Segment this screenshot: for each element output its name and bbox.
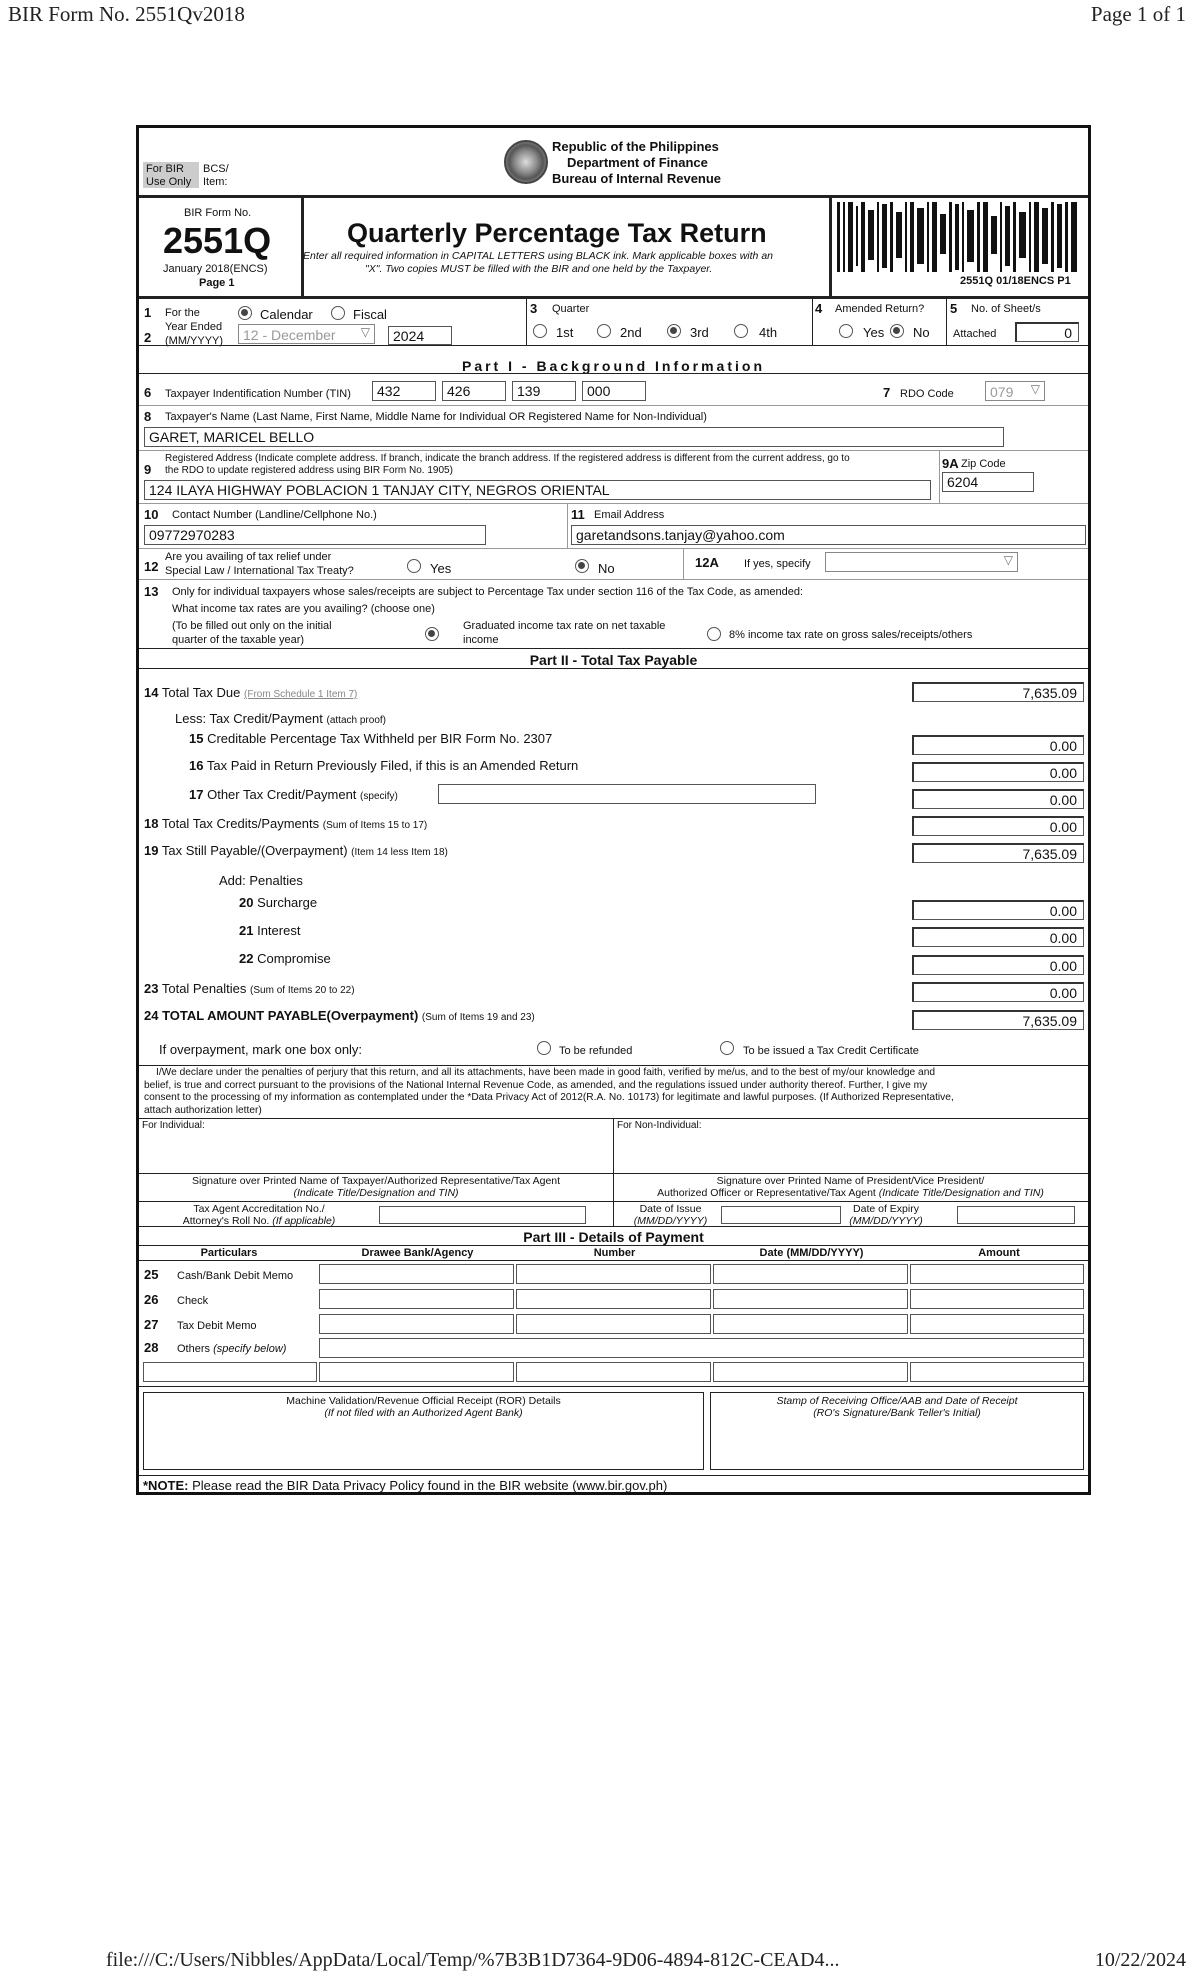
rule xyxy=(139,1260,1088,1261)
row25-number-input[interactable] xyxy=(516,1264,711,1284)
machine-validation-box xyxy=(143,1392,704,1470)
item20-label xyxy=(239,896,317,909)
row25-num: 25 xyxy=(144,1267,159,1282)
item23-label xyxy=(144,982,355,996)
item24-value[interactable]: 7,635.09 xyxy=(912,1010,1084,1030)
rule xyxy=(139,450,1088,451)
part2-title: Part II - Total Tax Payable xyxy=(529,652,698,668)
part1-title: Part I - Background Information xyxy=(461,358,765,374)
payment-table-header xyxy=(139,1246,1088,1260)
email-input[interactable]: garetandsons.tanjay@yahoo.com xyxy=(571,525,1086,545)
radio-fiscal[interactable] xyxy=(331,306,345,320)
th-date: Date (MM/DD/YYYY) xyxy=(759,1247,864,1259)
radio-amended-no[interactable] xyxy=(890,324,904,338)
row27-date-input[interactable] xyxy=(713,1314,908,1334)
item9a-num: 9A xyxy=(942,456,959,471)
amended-yes: Yes xyxy=(863,325,885,340)
item3-label: Quarter xyxy=(552,303,590,315)
row25-amount-input[interactable] xyxy=(910,1264,1084,1284)
radio-to-be-refunded[interactable] xyxy=(537,1041,551,1055)
for-bir-l1: For BIR xyxy=(146,163,184,175)
row26-number-input[interactable] xyxy=(516,1289,711,1309)
rule xyxy=(139,373,1088,374)
row26-label: Check xyxy=(177,1295,209,1307)
item18-text: Total Tax Credits/Payments xyxy=(161,816,320,831)
item10-num: 10 xyxy=(144,507,159,522)
item2-label1: Year Ended xyxy=(165,321,223,333)
rule xyxy=(829,196,832,296)
signature-individual-caption xyxy=(139,1175,613,1199)
item5-num: 5 xyxy=(950,301,958,316)
rule xyxy=(139,1475,1088,1476)
validation-right-line1: Stamp of Receiving Office/AAB and Date of Receipt xyxy=(776,1395,1018,1407)
radio-8pct-rate[interactable] xyxy=(707,627,721,641)
validation-left-line1: Machine Validation/Revenue Official Receipt (ROR) Details xyxy=(286,1395,561,1407)
item12a-label: If yes, specify xyxy=(744,558,811,570)
row26-bank-input[interactable] xyxy=(319,1289,514,1309)
rule xyxy=(139,668,1088,669)
form-frame xyxy=(136,125,1091,1495)
radio-relief-yes[interactable] xyxy=(407,559,421,573)
item21-text: Interest xyxy=(257,923,301,938)
item13-question: What income tax rates are you availing? (choose one) xyxy=(172,603,435,615)
item21-value[interactable]: 0.00 xyxy=(912,927,1084,947)
item23-text: Total Penalties xyxy=(161,981,247,996)
form-instructions-1: Enter all required information in CAPITAL LETTERS using BLACK ink. Mark applicable boxes with an xyxy=(303,250,773,262)
item22-text: Compromise xyxy=(257,951,331,966)
page-header-page: Page 1 of 1 xyxy=(1090,2,1186,26)
row28-number-input[interactable] xyxy=(516,1362,711,1382)
item9-label2: the RDO to update registered address using BIR Form No. 1905) xyxy=(165,465,453,476)
less-label xyxy=(175,712,386,726)
agency-line1: Republic of the Philippines xyxy=(552,139,719,154)
part3-title: Part III - Details of Payment xyxy=(523,1229,704,1245)
accr-line1: Tax Agent Accreditation No./ xyxy=(193,1203,325,1215)
item5-label2: Attached xyxy=(953,328,997,340)
form-label: BIR Form No. xyxy=(184,207,252,219)
radio-tax-credit-certificate[interactable] xyxy=(720,1041,734,1055)
graduated-label2: income xyxy=(463,634,499,646)
agency-line3: Bureau of Internal Revenue xyxy=(552,171,722,186)
item12-label2: Special Law / International Tax Treaty? xyxy=(165,565,354,577)
item24-label xyxy=(144,1009,535,1023)
for-bir-l2: Use Only xyxy=(146,176,192,188)
rule xyxy=(139,1386,1088,1387)
rule xyxy=(301,196,304,296)
item11-label: Email Address xyxy=(594,509,665,521)
zip-code-input[interactable]: 6204 xyxy=(942,472,1034,492)
declaration-l1: I/We declare under the penalties of perjury that this return, and all its attachments, have been made in good faith, verified by me/us, and to the best of my/our knowledge and xyxy=(156,1067,936,1078)
item17-note: (specify) xyxy=(360,791,398,802)
rule xyxy=(139,195,1088,198)
rule xyxy=(812,298,813,345)
accr-line2a: Attorney's Roll No. xyxy=(182,1215,270,1227)
page-footer-path: file:///C:/Users/Nibbles/AppData/Local/Temp/%7B3B1D7364-9D06-4894-812C-CEAD4... xyxy=(106,1949,840,1971)
item4-label: Amended Return? xyxy=(835,303,925,315)
item16-num: 16 xyxy=(189,758,204,773)
contact-number-input[interactable]: 09772970283 xyxy=(144,525,486,545)
taxpayer-name-input[interactable]: GARET, MARICEL BELLO xyxy=(144,427,1004,447)
item17-specify-input[interactable] xyxy=(438,784,816,804)
radio-relief-no[interactable] xyxy=(575,559,589,573)
item6-num: 6 xyxy=(144,385,152,400)
agency-line2: Department of Finance xyxy=(567,155,708,170)
item7-label: RDO Code xyxy=(900,388,954,400)
item9-label1: Registered Address (Indicate complete address. If branch, indicate the branch address. If the registered address is different from the current address, go to xyxy=(165,453,850,464)
row28-particulars-input[interactable] xyxy=(143,1362,317,1382)
registered-address-input[interactable]: 124 ILAYA HIGHWAY POBLACION 1 TANJAY CITY, NEGROS ORIENTAL xyxy=(144,480,931,500)
for-bir-l3: BCS/ xyxy=(203,163,229,175)
expiry-line2: (MM/DD/YYYY) xyxy=(849,1215,923,1227)
item12a-num: 12A xyxy=(695,555,719,570)
row28-bank-input[interactable] xyxy=(319,1362,514,1382)
privacy-note-bold: *NOTE: xyxy=(143,1478,189,1493)
row27-label: Tax Debit Memo xyxy=(177,1320,257,1332)
item13-label: Only for individual taxpayers whose sales/receipts are subject to Percentage Tax under section 116 of the Tax Code, as amended: xyxy=(172,586,804,598)
declaration xyxy=(144,1067,1084,1117)
form-page: Page 1 xyxy=(199,277,235,289)
rule xyxy=(139,1201,1088,1202)
overpayment-label: If overpayment, mark one box only: xyxy=(159,1042,363,1057)
item19-label xyxy=(144,844,448,858)
item13-note1: (To be filled out only on the initial xyxy=(172,620,332,632)
stamp-box xyxy=(710,1392,1084,1470)
date-expiry-label xyxy=(841,1203,931,1227)
item2-label2: (MM/YYYY) xyxy=(165,335,224,347)
item23-note: (Sum of Items 20 to 22) xyxy=(250,985,355,996)
row27-number-input[interactable] xyxy=(516,1314,711,1334)
tin-part1[interactable]: 432 xyxy=(372,381,436,401)
row26-date-input[interactable] xyxy=(713,1289,908,1309)
chevron-down-icon: ▽ xyxy=(1030,382,1040,396)
calendar-label: Calendar xyxy=(260,307,313,322)
tin-part3[interactable]: 139 xyxy=(512,381,576,401)
sig-ind-line2: (Indicate Title/Designation and TIN) xyxy=(293,1187,459,1199)
declaration-l2: belief, is true and correct pursuant to the provisions of the National Internal Revenue Code, as amended, and the regulations issued under authority thereof. Further, I give my xyxy=(144,1079,928,1091)
item21-label xyxy=(239,924,300,937)
rule xyxy=(683,549,684,579)
barcode xyxy=(835,200,1081,274)
sig-non-line2b: (Indicate Title/Designation and TIN) xyxy=(878,1187,1044,1199)
item9a-label: Zip Code xyxy=(961,458,1006,470)
row27-bank-input[interactable] xyxy=(319,1314,514,1334)
rule xyxy=(139,579,1088,580)
item15-num: 15 xyxy=(189,731,204,746)
page-header-form: BIR Form No. 2551Qv2018 xyxy=(8,2,245,26)
radio-quarter-4th[interactable] xyxy=(734,324,748,338)
row25-date-input[interactable] xyxy=(713,1264,908,1284)
item18-num: 18 xyxy=(144,816,159,831)
item1-label: For the xyxy=(165,307,200,319)
item6-label: Taxpayer Indentification Number (TIN) xyxy=(165,388,351,400)
row26-amount-input[interactable] xyxy=(910,1289,1084,1309)
quarter-1st: 1st xyxy=(556,325,574,340)
item3-num: 3 xyxy=(530,301,538,316)
relief-yes: Yes xyxy=(430,561,452,576)
row27-amount-input[interactable] xyxy=(910,1314,1084,1334)
graduated-label1: Graduated income tax rate on net taxable xyxy=(463,620,666,632)
radio-calendar[interactable] xyxy=(238,306,252,320)
year-input[interactable]: 2024 xyxy=(388,326,452,345)
row28-text: Others xyxy=(177,1343,211,1355)
item18-label xyxy=(144,817,427,831)
expiry-line1: Date of Expiry xyxy=(853,1203,919,1215)
item10-label: Contact Number (Landline/Cellphone No.) xyxy=(172,509,377,521)
chevron-down-icon: ▽ xyxy=(1003,553,1013,567)
item19-text: Tax Still Payable/(Overpayment) xyxy=(161,843,348,858)
radio-amended-yes[interactable] xyxy=(839,324,853,338)
item15-text: Creditable Percentage Tax Withheld per BIR Form No. 2307 xyxy=(207,731,553,746)
item5-label1: No. of Sheet/s xyxy=(971,303,1041,315)
item15-value[interactable]: 0.00 xyxy=(912,735,1084,755)
th-number: Number xyxy=(593,1247,636,1259)
radio-quarter-2nd[interactable] xyxy=(597,324,611,338)
item2-num: 2 xyxy=(144,330,152,345)
accreditation-input[interactable] xyxy=(379,1206,586,1224)
less-text: Less: Tax Credit/Payment xyxy=(175,711,323,726)
rdo-code-select[interactable] xyxy=(985,381,1045,401)
sheets-attached-input[interactable]: 0 xyxy=(1015,322,1079,342)
item19-note: (Item 14 less Item 18) xyxy=(351,847,448,858)
item17-label xyxy=(189,788,398,802)
quarter-4th: 4th xyxy=(759,325,778,340)
item7-num: 7 xyxy=(883,385,891,400)
rule xyxy=(139,548,1088,549)
item16-label xyxy=(189,759,578,772)
less-note: (attach proof) xyxy=(326,715,386,726)
form-version: January 2018(ENCS) xyxy=(163,263,268,275)
rule xyxy=(939,451,940,503)
item24-text: TOTAL AMOUNT PAYABLE(Overpayment) xyxy=(162,1008,419,1023)
tax-credit-certificate-label: To be issued a Tax Credit Certificate xyxy=(743,1045,919,1057)
row28-date-input[interactable] xyxy=(713,1362,908,1382)
item22-num: 22 xyxy=(239,951,254,966)
item14-label xyxy=(144,686,357,700)
date-issue-input[interactable] xyxy=(721,1206,841,1224)
for-individual-label: For Individual: xyxy=(142,1120,205,1131)
rule xyxy=(139,1065,1088,1066)
item4-num: 4 xyxy=(815,301,823,316)
validation-right-line2: (RO's Signature/Bank Teller's Initial) xyxy=(813,1407,981,1419)
item20-value[interactable]: 0.00 xyxy=(912,900,1084,920)
item20-text: Surcharge xyxy=(257,895,318,910)
radio-quarter-3rd[interactable] xyxy=(667,324,681,338)
item19-num: 19 xyxy=(144,843,159,858)
form-instructions-2: "X". Two copies MUST be filled with the BIR and one held by the Taxpayer. xyxy=(365,263,713,275)
item17-value[interactable]: 0.00 xyxy=(912,789,1084,809)
relief-specify-select[interactable] xyxy=(825,552,1018,572)
rule xyxy=(139,405,1088,406)
th-particulars: Particulars xyxy=(200,1247,258,1259)
quarter-3rd: 3rd xyxy=(690,325,709,340)
sig-non-line1: Signature over Printed Name of President/Vice President/ xyxy=(716,1175,985,1187)
item14-num: 14 xyxy=(144,685,159,700)
quarter-2nd: 2nd xyxy=(620,325,642,340)
amended-no: No xyxy=(913,325,930,340)
accreditation-label xyxy=(139,1203,379,1227)
item8-num: 8 xyxy=(144,409,152,424)
item23-num: 23 xyxy=(144,981,159,996)
row25-bank-input[interactable] xyxy=(319,1264,514,1284)
form-title: Quarterly Percentage Tax Return xyxy=(347,218,767,248)
item24-note: (Sum of Items 19 and 23) xyxy=(421,1012,535,1023)
item17-text: Other Tax Credit/Payment xyxy=(207,787,357,802)
signature-non-individual-caption xyxy=(613,1175,1088,1199)
relief-no: No xyxy=(598,561,615,576)
row28-note: (specify below) xyxy=(213,1343,287,1355)
th-amount: Amount xyxy=(978,1247,1020,1259)
month-select[interactable] xyxy=(238,324,375,344)
item16-text: Tax Paid in Return Previously Filed, if this is an Amended Return xyxy=(206,758,579,773)
fiscal-label: Fiscal xyxy=(353,307,387,322)
item12-label1: Are you availing of tax relief under xyxy=(165,551,332,563)
date-issue-label xyxy=(613,1203,728,1227)
item11-num: 11 xyxy=(571,507,585,522)
item20-num: 20 xyxy=(239,895,254,910)
item13-num: 13 xyxy=(144,584,159,599)
for-bir-l4: Item: xyxy=(203,176,228,188)
chevron-down-icon: ▽ xyxy=(360,325,370,339)
item18-value[interactable]: 0.00 xyxy=(912,816,1084,836)
item23-value[interactable]: 0.00 xyxy=(912,982,1084,1002)
row25-label: Cash/Bank Debit Memo xyxy=(177,1270,294,1282)
accr-line2b: (If applicable) xyxy=(272,1215,336,1227)
rule xyxy=(139,503,1088,504)
validation-left-line2: (If not filed with an Authorized Agent Bank) xyxy=(324,1407,523,1419)
item12-num: 12 xyxy=(144,559,159,574)
rule xyxy=(946,298,947,345)
row28-specify-input[interactable] xyxy=(319,1338,1084,1358)
rule xyxy=(526,298,527,345)
row27-num: 27 xyxy=(144,1317,159,1332)
radio-graduated-rate[interactable] xyxy=(425,627,439,641)
th-drawee-bank: Drawee Bank/Agency xyxy=(361,1247,474,1259)
tin-part2[interactable]: 426 xyxy=(442,381,506,401)
item24-num: 24 xyxy=(144,1008,159,1023)
sig-ind-line1: Signature over Printed Name of Taxpayer/Authorized Representative/Tax Agent xyxy=(191,1175,561,1187)
rule xyxy=(139,1226,1088,1227)
form-number: 2551Q xyxy=(163,220,272,261)
row26-num: 26 xyxy=(144,1292,159,1307)
sig-non-line2a: Authorized Officer or Representative/Tax Agent xyxy=(657,1187,876,1199)
item22-value[interactable]: 0.00 xyxy=(912,955,1084,975)
rule xyxy=(139,1173,1088,1174)
item9-num: 9 xyxy=(144,462,152,477)
tin-part4[interactable]: 000 xyxy=(582,381,646,401)
eight-pct-label: 8% income tax rate on gross sales/receipts/others xyxy=(729,629,973,641)
rdo-code-value: 079 xyxy=(990,384,1014,400)
row28-amount-input[interactable] xyxy=(910,1362,1084,1382)
item8-label: Taxpayer's Name (Last Name, First Name, Middle Name for Individual OR Registered Name for Non-Individual) xyxy=(165,411,707,423)
privacy-note-text: Please read the BIR Data Privacy Policy found in the BIR website (www.bir.gov.ph) xyxy=(188,1478,668,1493)
for-non-individual-label: For Non-Individual: xyxy=(617,1120,702,1131)
item14-value[interactable]: 7,635.09 xyxy=(912,682,1084,702)
item22-label xyxy=(239,952,331,965)
item19-value[interactable]: 7,635.09 xyxy=(912,843,1084,863)
issue-line1: Date of Issue xyxy=(639,1203,702,1215)
item1-num: 1 xyxy=(144,305,152,320)
privacy-note xyxy=(143,1479,667,1492)
item21-num: 21 xyxy=(239,923,254,938)
item17-num: 17 xyxy=(189,787,204,802)
row28-num: 28 xyxy=(144,1340,159,1355)
row28-label xyxy=(177,1344,286,1355)
bir-seal-icon xyxy=(504,140,548,184)
item15-label xyxy=(189,732,552,745)
rule xyxy=(567,504,568,548)
declaration-l3: consent to the processing of my information as contemplated under the *Data Privacy Act of 2012(R.A. No. 10173) for legitimate and lawful purposes. (If Authorized Representative, xyxy=(144,1092,954,1103)
item14-note: (From Schedule 1 Item 7) xyxy=(244,689,358,700)
radio-quarter-1st[interactable] xyxy=(533,324,547,338)
page-footer-date: 10/22/2024 xyxy=(1094,1949,1186,1971)
declaration-l4: attach authorization letter) xyxy=(144,1104,262,1116)
item13-note2: quarter of the taxable year) xyxy=(172,634,305,646)
item14-text: Total Tax Due xyxy=(161,685,241,700)
rule xyxy=(139,648,1088,649)
to-be-refunded-label: To be refunded xyxy=(559,1045,633,1057)
item16-value[interactable]: 0.00 xyxy=(912,762,1084,782)
barcode-caption: 2551Q 01/18ENCS P1 xyxy=(960,275,1071,287)
issue-line2: (MM/DD/YYYY) xyxy=(633,1215,708,1227)
date-expiry-input[interactable] xyxy=(957,1206,1075,1224)
item18-note: (Sum of Items 15 to 17) xyxy=(322,820,428,831)
add-penalties-label: Add: Penalties xyxy=(219,873,303,888)
month-value: 12 - December xyxy=(243,327,336,343)
rule xyxy=(139,345,1088,346)
